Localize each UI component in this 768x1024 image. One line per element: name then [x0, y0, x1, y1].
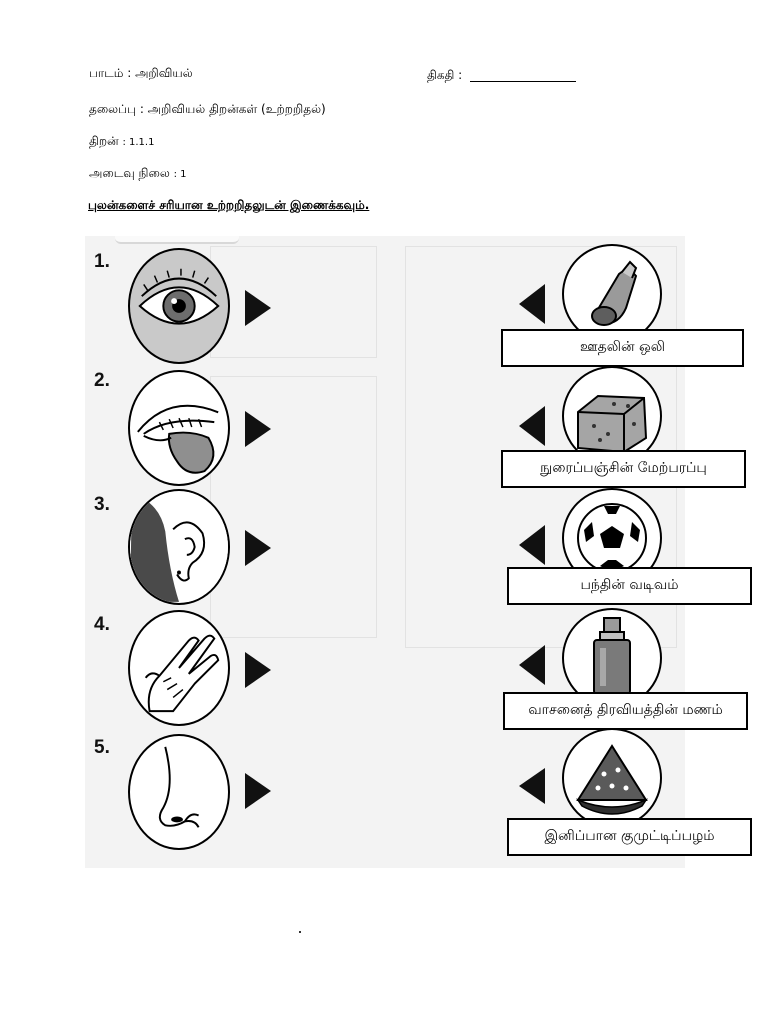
date-line: [427, 68, 576, 82]
skill-line: [89, 134, 154, 150]
row-number: 1.: [94, 251, 110, 272]
faded-box: [210, 376, 377, 638]
skill-value: : 1.1.1: [122, 137, 155, 148]
match-label-box[interactable]: [507, 818, 752, 856]
title-value: : அறிவியல் திறன்கள் (உற்றறிதல்): [139, 102, 326, 116]
faded-box: [210, 246, 377, 358]
left-arrow: [519, 284, 545, 324]
left-arrow: [519, 768, 545, 804]
row-number: 4.: [94, 614, 110, 635]
right-arrow: [245, 652, 271, 688]
tongue-icon: [128, 370, 230, 486]
eye-icon: [128, 248, 230, 364]
match-label-box[interactable]: [503, 692, 748, 730]
subject-value: : அறிவியல்: [127, 66, 193, 80]
level-line: [89, 166, 187, 182]
match-label-box[interactable]: [501, 450, 746, 488]
match-label: நுரைப்பஞ்சின் மேற்பரப்பு: [540, 460, 707, 476]
skill-label: திறன்: [89, 134, 119, 148]
watermelon-icon: [562, 728, 662, 828]
subject-label: பாடம்: [89, 66, 124, 80]
match-label-box[interactable]: [507, 567, 752, 605]
level-label: அடைவு நிலை: [89, 166, 170, 180]
stray-dot: [299, 931, 301, 933]
right-arrow: [245, 411, 271, 447]
panel-tab: [115, 236, 239, 244]
title-line: [89, 102, 326, 116]
row-number: 2.: [94, 370, 110, 391]
match-label: பந்தின் வடிவம்: [580, 577, 679, 593]
level-value: : 1: [173, 169, 187, 180]
instruction: புலன்களைச் சரியான உற்றறிதலுடன் இணைக்கவும்.: [88, 198, 370, 212]
match-label: ஊதலின் ஒலி: [579, 339, 666, 355]
subject-line: [89, 66, 193, 80]
right-arrow: [245, 773, 271, 809]
date-label: திகதி :: [427, 68, 463, 82]
ear-icon: [128, 489, 230, 605]
match-label: இனிப்பான குமுட்டிப்பழம்: [544, 828, 715, 844]
left-arrow: [519, 406, 545, 446]
row-number: 3.: [94, 494, 110, 515]
row-number: 5.: [94, 737, 110, 758]
left-arrow: [519, 645, 545, 685]
left-arrow: [519, 525, 545, 565]
right-arrow: [245, 290, 271, 326]
match-label-box[interactable]: [501, 329, 744, 367]
hand-icon: [128, 610, 230, 726]
title-label: தலைப்பு: [89, 102, 136, 116]
match-label: வாசனைத் திரவியத்தின் மணம்: [528, 702, 723, 718]
nose-icon: [128, 734, 230, 850]
date-blank-line[interactable]: [470, 71, 576, 82]
right-arrow: [245, 530, 271, 566]
